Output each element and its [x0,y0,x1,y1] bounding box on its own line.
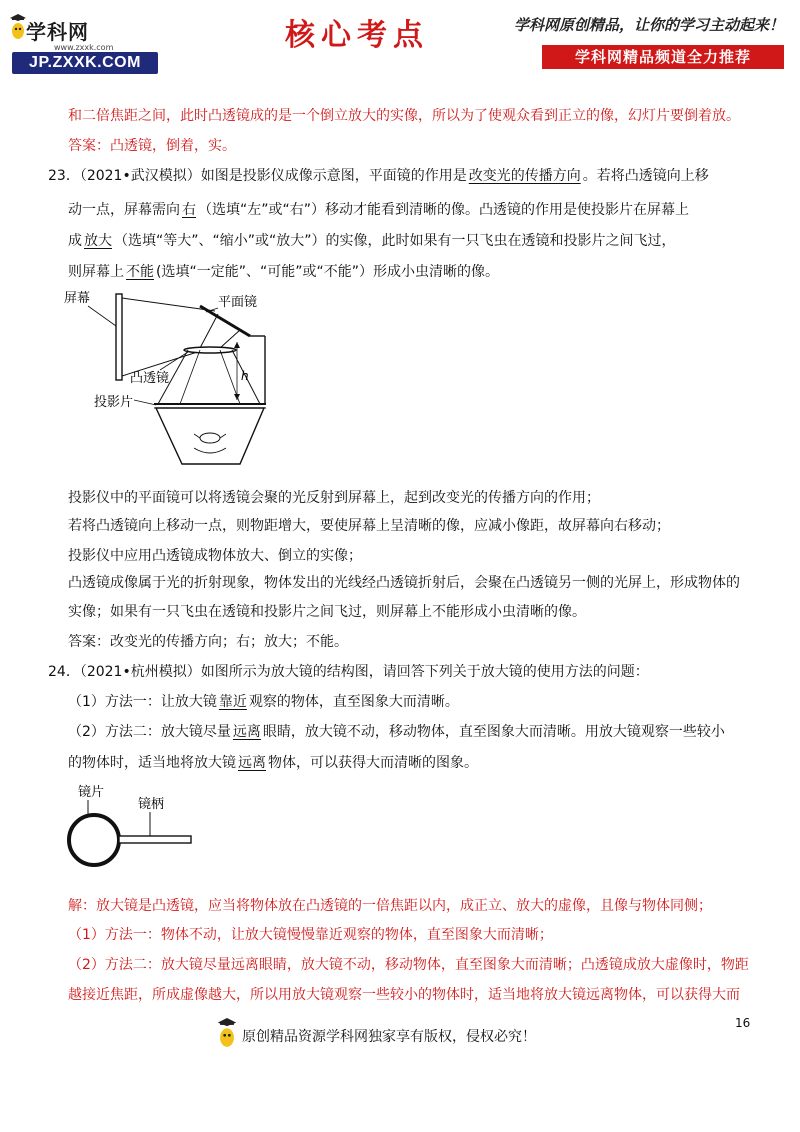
q23-solution-3: 投影仪中应用凸透镜成物体放大、倒立的实像； [68,548,362,564]
q24-method2-cont [68,753,478,773]
lens-part-label: 镜片 [78,785,105,800]
q24-intro [48,662,649,682]
q23-text: （选填“左”或“右”）移动才能看到清晰的像。凸透镜的作用是使投影片在屏幕上 [198,202,690,218]
q23-blank4: 不能 [126,264,154,280]
q23-text: （选填“等大”、“缩小”或“放大”）的实像，此时如果有一只飞虫在透镜和投影片之间飞过， [114,233,676,249]
q24-solution-1: 解：放大镜是凸透镜，应当将物体放在凸透镜的一倍焦距以内，成正立、放大的虚像，且像与物体同侧； [68,898,712,914]
footer [212,1018,592,1050]
q23-line2 [68,200,689,220]
q24-solution-4: 越接近焦距，所成虚像越大，所以用放大镜观察一些较小的物体时，适当地将放大镜远离物体，可以获得大而 [68,987,740,1003]
logo-bar: JP.ZXXK.COM [12,52,158,74]
q24-number: 24． [48,664,80,680]
q23-blank3: 放大 [84,233,112,249]
q24-text: （2021•杭州模拟）如图所示为放大镜的结构图，请回答下列关于放大镜的使用方法的问题： [79,664,649,680]
q24-method2 [68,722,725,742]
q23-answer: 答案：改变光的传播方向；右；放大；不能。 [68,634,348,650]
q24-text: （2）方法二：放大镜尽量 [68,724,231,740]
q23-solution-2: 若将凸透镜向上移动一点，则物距增大，要使屏幕上呈清晰的像，应减小像距，故屏幕向右移动； [68,518,670,534]
q24-method1 [68,692,459,712]
q24-solution-3: （2）方法二：放大镜尽量远离眼睛，放大镜不动，移动物体，直至图象大而清晰；凸透镜成放大虚像时，物距 [68,957,749,973]
slide-label: 投影片 [94,395,134,410]
handle-label: 镜柄 [138,797,165,812]
q24-text: 眼睛，放大镜不动，移动物体，直至图象大而清晰。用放大镜观察一些较小 [262,724,725,740]
q23-line4 [68,262,499,282]
q23-solution-1: 投影仪中的平面镜可以将透镜会聚的光反射到屏幕上，起到改变光的传播方向的作用； [68,490,600,506]
q23-blank2: 右 [182,202,196,218]
q23-text: （2021•武汉模拟）如图是投影仪成像示意图，平面镜的作用是 [79,168,467,184]
q23-text: 则屏幕上 [68,264,124,280]
site-logo [12,12,158,74]
page-number: 16 [735,1016,751,1030]
q23-line1 [48,166,709,186]
slogan-bar: 学科网精品频道全力推荐 [542,45,784,69]
q24-text: （1）方法一：让放大镜 [68,694,217,710]
q23-blank1: 改变光的传播方向 [468,168,581,184]
projector-diagram [60,286,280,472]
q23-text: 动一点，屏幕需向 [68,202,180,218]
lens-label: 凸透镜 [130,371,170,386]
mascot-icon [216,1018,238,1048]
q24-text: 的物体时，适当地将放大镜 [68,755,236,771]
logo-url: www.zxxk.com [54,43,114,52]
logo-name: 学科网 [26,20,89,44]
q23-text: 。若将凸透镜向上移 [582,168,709,184]
q24-text: 物体，可以获得大而清晰的图象。 [268,755,478,771]
q24-solution-2: （1）方法一：物体不动，让放大镜慢慢靠近观察的物体，直至图象大而清晰； [68,927,553,943]
q23-text: 成 [68,233,82,249]
q23-solution-5: 实像；如果有一只飞虫在透镜和投影片之间飞过，则屏幕上不能形成小虫清晰的像。 [68,604,586,620]
q24-text: 观察的物体，直至图象大而清晰。 [248,694,459,710]
intro-line: 和二倍焦距之间，此时凸透镜成的是一个倒立放大的实像，所以为了使观众看到正立的像，幻灯片要倒着放。 [68,108,740,124]
copyright-notice: 原创精品资源学科网独家享有版权，侵权必究！ [242,1029,536,1045]
q23-solution-4: 凸透镜成像属于光的折射现象，物体发出的光线经凸透镜折射后，会聚在凸透镜另一侧的光屏上，形成物体的 [68,575,740,591]
magnifier-diagram [64,780,204,872]
screen-label: 屏幕 [64,291,91,306]
q23-number: 23． [48,168,80,184]
q24-blank2: 远离 [232,724,261,740]
q24-blank1: 靠近 [218,694,247,710]
mirror-label: 平面镜 [218,295,258,310]
mascot-icon [10,14,26,40]
height-label: h [241,369,249,383]
q23-text: (选填“一定能”、“可能”或“不能”）形成小虫清晰的像。 [156,264,499,280]
intro-answer: 答案：凸透镜，倒着，实。 [68,138,236,154]
q23-line3 [68,231,676,251]
q24-blank3: 远离 [238,755,266,771]
page-title: 核心考点 [285,18,429,53]
slogan: 学科网原创精品，让你的学习主动起来！ [514,16,785,34]
